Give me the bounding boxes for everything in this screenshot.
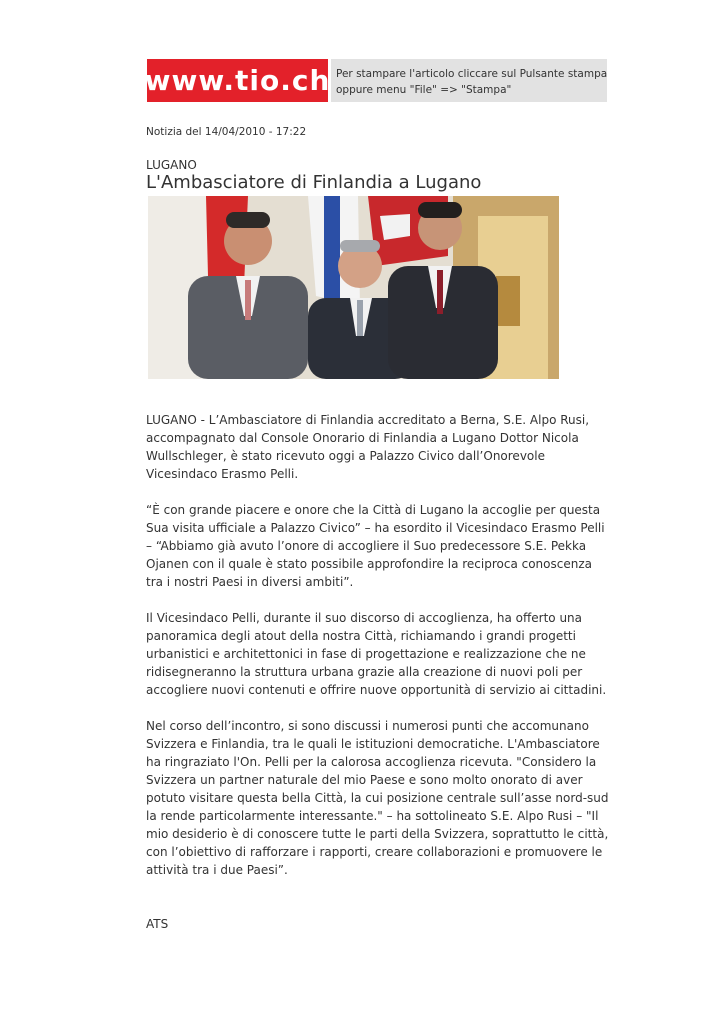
article-signature: ATS [146,917,169,931]
article-paragraph: Il Vicesindaco Pelli, durante il suo discorso di accoglienza, ha offerto una panoramica degli atout della nostra Città, richiamando i grandi progetti urbanistici e architettonici in fase di progettazione e realizzazione che ne ridisegneranno la struttura urbana grazie alla creazione di nuovi poli per accogliere nuovi contenuti e offrire nuove opportunità di servizio ai cittadini. [146,611,607,697]
article-location: LUGANO [146,158,197,172]
article-paragraph: LUGANO - L’Ambasciatore di Finlandia accreditato a Berna, S.E. Alpo Rusi, accompagnato dal Console Onorario di Finlandia a Lugano Dottor Nicola Wullschleger, è stato ricevuto oggi a Palazzo Civico dall’Onorevole Vicesindaco Erasmo Pelli. [146,413,590,481]
photo-illustration [148,196,559,379]
article-title: L'Ambasciatore di Finlandia a Lugano [146,172,482,193]
news-date: Notizia del 14/04/2010 - 17:22 [146,126,307,138]
article-photo [148,196,559,379]
page-header [144,59,608,102]
tio-logo[interactable]: www.tio.ch [147,59,328,102]
article-body [146,411,611,951]
print-instructions-line1: Per stampare l'articolo cliccare sul Pulsante stampa [336,68,608,80]
print-instructions [331,59,607,102]
article-paragraph: “È con grande piacere e onore che la Città di Lugano la accoglie per questa Sua visita ufficiale a Palazzo Civico” – ha esordito il Vicesindaco Erasmo Pelli – “Abbiamo già avuto l’onore di accogliere il Suo predecessore S.E. Pekka Ojanen con il quale è stato possibile approfondire la reciproca conoscenza tra i nostri Paesi in diversi ambiti”. [146,503,605,589]
article-paragraph: Nel corso dell’incontro, si sono discussi i numerosi punti che accomunano Svizzera e Finlandia, tra le quali le istituzioni democratiche. L'Ambasciatore ha ringraziato l'On. Pelli per la calorosa accoglienza ricevuta. "Considero la Svizzera un partner naturale del mio Paese e sono molto onorato di aver potuto visitare questa bella Città, la cui posizione centrale sull’asse nord-sud la rende particolarmente interessante." – ha sottolineato S.E. Alpo Rusi – "Il mio desiderio è di conoscere tutte le parti della Svizzera, soprattutto le città, con l’obiettivo di rafforzare i rapporti, creare collaborazioni e promuovere le attività tra i due Paesi”. [146,719,609,877]
print-instructions-line2: oppure menu "File" => "Stampa" [336,84,512,96]
